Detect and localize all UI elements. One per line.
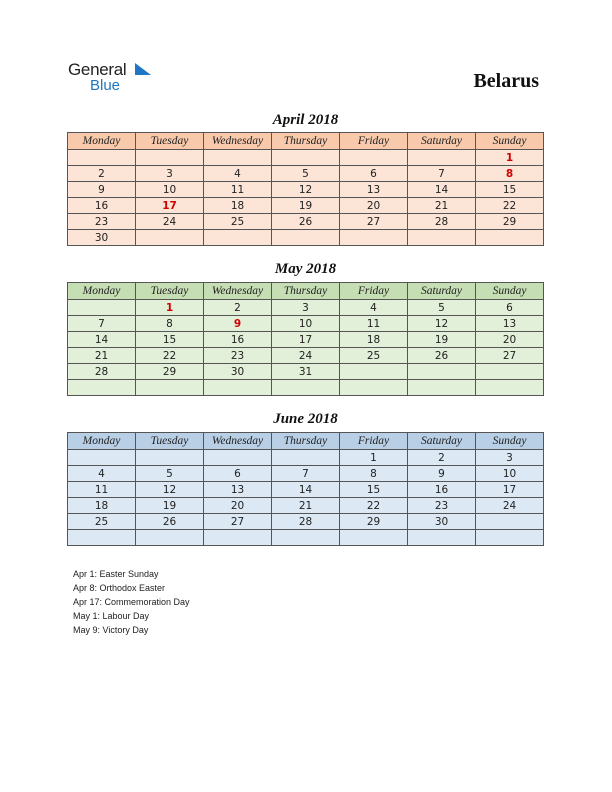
day-cell: 19 — [272, 198, 340, 214]
day-cell: 23 — [68, 214, 136, 230]
day-cell: 5 — [136, 466, 204, 482]
week-row — [68, 514, 544, 530]
day-cell: 25 — [204, 214, 272, 230]
day-cell: 6 — [476, 300, 544, 316]
day-cell: 10 — [272, 316, 340, 332]
day-cell: 14 — [272, 482, 340, 498]
day-cell: 13 — [476, 316, 544, 332]
day-cell — [408, 150, 476, 166]
day-cell: 23 — [408, 498, 476, 514]
weekday-header: Tuesday — [136, 433, 204, 450]
weekday-header: Saturday — [408, 133, 476, 150]
week-row — [68, 150, 544, 166]
week-row — [68, 466, 544, 482]
day-cell: 31 — [272, 364, 340, 380]
weekday-header: Wednesday — [204, 433, 272, 450]
day-cell — [340, 150, 408, 166]
day-cell — [204, 530, 272, 546]
day-cell: 28 — [68, 364, 136, 380]
day-cell: 20 — [204, 498, 272, 514]
day-cell: 9 — [408, 466, 476, 482]
day-cell: 8 — [340, 466, 408, 482]
week-row — [68, 214, 544, 230]
day-cell — [68, 380, 136, 396]
weekday-header: Tuesday — [136, 133, 204, 150]
holiday-item: Apr 17: Commemoration Day — [73, 597, 190, 607]
day-cell: 24 — [476, 498, 544, 514]
month-title-may: May 2018 — [274, 261, 337, 277]
day-cell: 21 — [68, 348, 136, 364]
day-cell: 27 — [476, 348, 544, 364]
weekday-header: Saturday — [408, 433, 476, 450]
day-cell: 12 — [408, 316, 476, 332]
day-cell: 23 — [204, 348, 272, 364]
day-cell: 15 — [136, 332, 204, 348]
day-cell: 4 — [340, 300, 408, 316]
weekday-header: Friday — [340, 283, 408, 300]
day-cell-holiday: 9 — [204, 316, 272, 332]
logo-flag-icon — [135, 63, 151, 75]
day-cell: 18 — [340, 332, 408, 348]
weekday-header: Saturday — [408, 283, 476, 300]
day-cell — [272, 150, 340, 166]
holiday-item: May 9: Victory Day — [73, 625, 149, 635]
day-cell: 25 — [340, 348, 408, 364]
logo — [68, 60, 168, 96]
day-cell: 30 — [204, 364, 272, 380]
day-cell-holiday: 8 — [476, 166, 544, 182]
day-cell: 28 — [408, 214, 476, 230]
weekday-header: Friday — [340, 133, 408, 150]
calendar-june — [67, 432, 544, 546]
weekday-header: Tuesday — [136, 283, 204, 300]
day-cell: 29 — [340, 514, 408, 530]
day-cell: 24 — [136, 214, 204, 230]
week-row — [68, 316, 544, 332]
day-cell — [136, 380, 204, 396]
weekday-header: Sunday — [476, 133, 544, 150]
day-cell — [408, 364, 476, 380]
day-cell-holiday: 17 — [136, 198, 204, 214]
day-cell — [68, 300, 136, 316]
country-title: Belarus — [473, 70, 539, 92]
week-row — [68, 364, 544, 380]
day-cell — [204, 450, 272, 466]
day-cell: 27 — [340, 214, 408, 230]
day-cell — [136, 230, 204, 246]
holiday-item: Apr 8: Orthodox Easter — [73, 583, 166, 593]
day-cell: 26 — [136, 514, 204, 530]
day-cell — [408, 230, 476, 246]
day-cell — [408, 380, 476, 396]
month-title-april: April 2018 — [272, 112, 339, 128]
logo-text-blue: Blue — [90, 77, 121, 94]
day-cell: 2 — [204, 300, 272, 316]
day-cell: 7 — [68, 316, 136, 332]
day-cell: 13 — [340, 182, 408, 198]
day-cell — [272, 380, 340, 396]
day-cell: 29 — [136, 364, 204, 380]
day-cell: 22 — [476, 198, 544, 214]
day-cell: 28 — [272, 514, 340, 530]
day-cell: 22 — [136, 348, 204, 364]
day-cell: 21 — [272, 498, 340, 514]
day-cell: 3 — [476, 450, 544, 466]
day-cell: 14 — [68, 332, 136, 348]
day-cell — [136, 150, 204, 166]
day-cell: 2 — [68, 166, 136, 182]
day-cell: 5 — [408, 300, 476, 316]
week-row — [68, 380, 544, 396]
month-title-june: June 2018 — [273, 411, 338, 427]
day-cell: 2 — [408, 450, 476, 466]
day-cell: 20 — [340, 198, 408, 214]
day-cell: 16 — [68, 198, 136, 214]
day-cell: 15 — [476, 182, 544, 198]
day-cell-holiday: 1 — [476, 150, 544, 166]
day-cell — [136, 530, 204, 546]
day-cell: 4 — [68, 466, 136, 482]
day-cell — [476, 380, 544, 396]
day-cell: 26 — [272, 214, 340, 230]
day-cell: 12 — [272, 182, 340, 198]
day-cell — [68, 450, 136, 466]
day-cell: 14 — [408, 182, 476, 198]
day-cell: 11 — [204, 182, 272, 198]
day-cell: 7 — [408, 166, 476, 182]
day-cell: 21 — [408, 198, 476, 214]
day-cell: 19 — [408, 332, 476, 348]
day-cell: 20 — [476, 332, 544, 348]
day-cell — [476, 230, 544, 246]
day-cell — [476, 364, 544, 380]
day-cell: 5 — [272, 166, 340, 182]
day-cell: 10 — [136, 182, 204, 198]
weekday-header: Friday — [340, 433, 408, 450]
day-cell — [204, 230, 272, 246]
day-cell: 4 — [204, 166, 272, 182]
day-cell: 1 — [340, 450, 408, 466]
day-cell: 18 — [68, 498, 136, 514]
day-cell: 10 — [476, 466, 544, 482]
weekday-header: Wednesday — [204, 133, 272, 150]
holiday-item: Apr 1: Easter Sunday — [73, 569, 159, 579]
week-row — [68, 166, 544, 182]
day-cell: 30 — [68, 230, 136, 246]
weekday-header: Monday — [68, 133, 136, 150]
week-row — [68, 348, 544, 364]
day-cell — [476, 530, 544, 546]
day-cell-holiday: 1 — [136, 300, 204, 316]
day-cell: 7 — [272, 466, 340, 482]
day-cell: 13 — [204, 482, 272, 498]
week-row — [68, 450, 544, 466]
day-cell — [408, 530, 476, 546]
day-cell: 8 — [136, 316, 204, 332]
day-cell — [204, 380, 272, 396]
week-row — [68, 332, 544, 348]
day-cell: 3 — [136, 166, 204, 182]
day-cell: 9 — [68, 182, 136, 198]
day-cell: 19 — [136, 498, 204, 514]
day-cell: 11 — [340, 316, 408, 332]
day-cell: 3 — [272, 300, 340, 316]
holiday-item: May 1: Labour Day — [73, 611, 150, 621]
week-row — [68, 530, 544, 546]
day-cell: 16 — [408, 482, 476, 498]
day-cell — [476, 514, 544, 530]
day-cell — [340, 530, 408, 546]
logo-text-general: General — [68, 60, 127, 79]
day-cell — [68, 150, 136, 166]
day-cell: 17 — [272, 332, 340, 348]
day-cell: 22 — [340, 498, 408, 514]
day-cell: 27 — [204, 514, 272, 530]
weekday-header: Thursday — [272, 433, 340, 450]
day-cell — [340, 364, 408, 380]
week-row — [68, 300, 544, 316]
week-row — [68, 198, 544, 214]
day-cell: 25 — [68, 514, 136, 530]
day-cell: 17 — [476, 482, 544, 498]
day-cell: 16 — [204, 332, 272, 348]
day-cell: 15 — [340, 482, 408, 498]
week-row — [68, 182, 544, 198]
calendar-april — [67, 132, 544, 246]
day-cell: 6 — [204, 466, 272, 482]
day-cell: 29 — [476, 214, 544, 230]
week-row — [68, 498, 544, 514]
day-cell: 12 — [136, 482, 204, 498]
day-cell — [136, 450, 204, 466]
weekday-header: Sunday — [476, 283, 544, 300]
day-cell — [272, 450, 340, 466]
weekday-header: Monday — [68, 283, 136, 300]
week-row — [68, 230, 544, 246]
week-row — [68, 482, 544, 498]
day-cell — [272, 530, 340, 546]
weekday-header: Thursday — [272, 283, 340, 300]
day-cell: 6 — [340, 166, 408, 182]
day-cell — [204, 150, 272, 166]
day-cell: 30 — [408, 514, 476, 530]
day-cell: 24 — [272, 348, 340, 364]
day-cell — [272, 230, 340, 246]
weekday-header: Monday — [68, 433, 136, 450]
weekday-header: Wednesday — [204, 283, 272, 300]
weekday-header: Sunday — [476, 433, 544, 450]
day-cell — [340, 230, 408, 246]
weekday-header: Thursday — [272, 133, 340, 150]
calendar-may — [67, 282, 544, 396]
day-cell — [68, 530, 136, 546]
day-cell: 18 — [204, 198, 272, 214]
day-cell: 26 — [408, 348, 476, 364]
holiday-list — [73, 567, 190, 637]
day-cell: 11 — [68, 482, 136, 498]
day-cell — [340, 380, 408, 396]
